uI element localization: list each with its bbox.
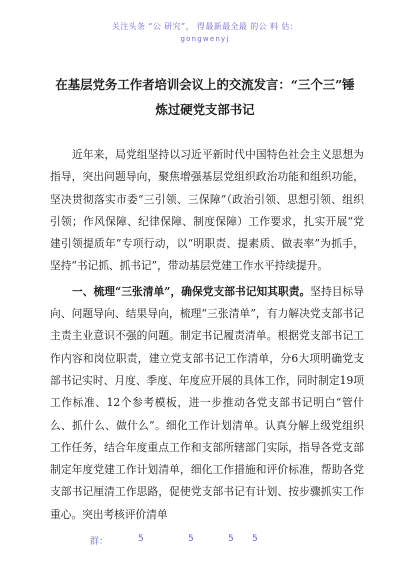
footer-digit-3: 5	[228, 534, 234, 544]
title-line-2: 炼过硬党支部书记	[155, 102, 255, 117]
intro-paragraph: 近年来，局党组坚持以习近平新时代中国特色社会主义思想为指导，突出问题导向，聚焦增强基层党组织政治功能和组织功能，坚决贯彻落实市委“三引领、三保障”（政治引领、思想引领、组织引领；作风保障、纪律保障、制度保障）工作要求，扎实开展“党建引领提质年”专项行动，以“明职责、提素质、做表率”为抓手，坚持“书记抓、抓书记”，带动基层党建工作水平持续提升。	[50, 148, 364, 273]
watermark-line-2: gongwenyj	[180, 35, 230, 43]
document-body	[50, 144, 364, 526]
title-line-1: 在基层党务工作者培训会议上的交流发言：“三个三”锤	[55, 77, 355, 92]
footer-label: 群：	[90, 537, 109, 547]
footer-digit-1: 5	[138, 534, 144, 544]
section-1-heading: 一、梳理“三张清单”，确保党支部书记知其职责。	[72, 284, 311, 298]
watermark-line-1: 关注头条 “公 研究”， 得最新最全最 的公 料 估：	[111, 22, 299, 31]
section-1-paragraph	[50, 281, 364, 526]
document-title	[55, 72, 355, 122]
footer-digit-4: 5	[252, 534, 258, 544]
footer-digit-2: 5	[188, 534, 194, 544]
section-1-text: 坚持目标导向、问题导向、结果导向，梳理“三张清单”，有力解决党支部书记主责主业意识不强的问题。制定书记履责清单。根据党支部书记工作内容和岗位职责，建立党支部书记工作清单，分6大项明确党支部书记实时、月度、季度、年度应开展的具体工作，同时制定19项工作标准、12个参考模板，进一步推动各党支部书记明白“管什么、抓什么、做什么”。细化工作计划清单。认真分解上级党组织工作任务，结合年度重点工作和支部所辖部门实际，指导各党支部制定年度党建工作计划清单，细化工作措施和评价标准，帮助各党支部书记厘清工作思路，促使党支部书记有计划、按步骤抓实工作重心。突出考核评价清单	[50, 284, 364, 521]
